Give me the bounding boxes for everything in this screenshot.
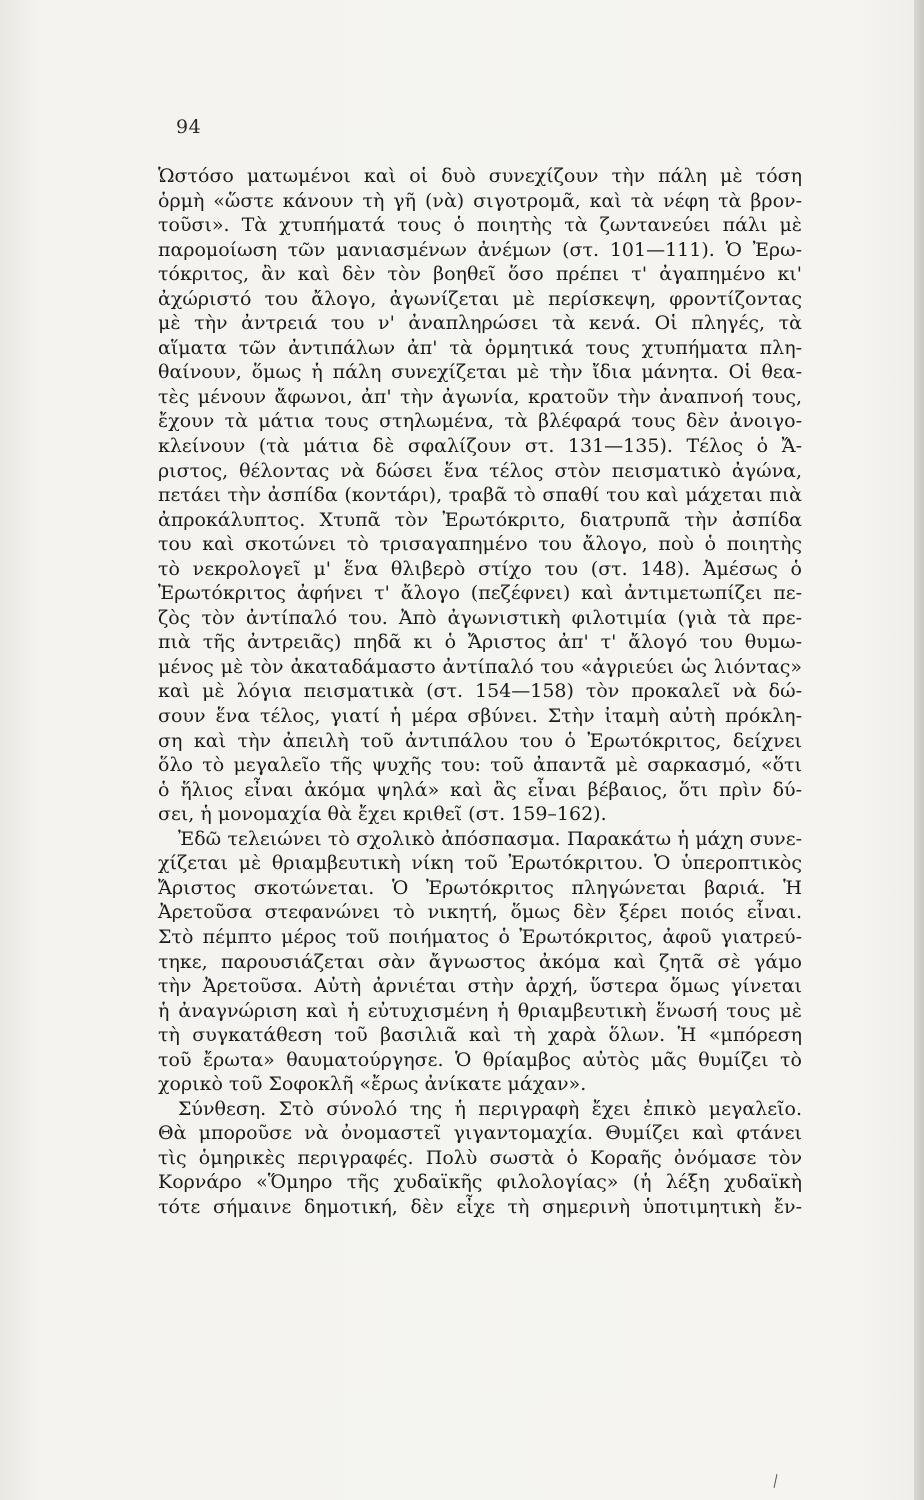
margin-mark: [774, 1474, 778, 1488]
body-text: [158, 164, 802, 1220]
text-line: τοῦ ἔρωτα» θαυματούργησε. Ὁ θρίαμβος αὐτὸς μᾶς θυμίζει τὸ: [158, 1048, 802, 1071]
text-line: ὁρμὴ «ὥστε κάνουν τὴ γῆ (νὰ) σιγοτρομᾶ, καὶ τὰ νέφη τὰ βρον-: [158, 189, 802, 212]
text-line: πιὰ τῆς ἀντρειᾶς) πηδᾶ κι ὁ Ἄριστος ἀπ' τ' ἄλογό του θυμω-: [158, 631, 802, 654]
text-line: τηκε, παρουσιάζεται σὰν ἄγνωστος ἀκόμα καὶ ζητᾶ σὲ γάμο: [158, 950, 802, 973]
text-line: Σύνθεση. Στὸ σύνολό της ἡ περιγραφὴ ἔχει ἐπικὸ μεγαλεῖο.: [178, 1097, 802, 1120]
text-line: τὲς μένουν ἄφωνοι, ἀπ' τὴν ἀγωνία, κρατοῦν τὴν ἀναπνοή τους,: [158, 385, 802, 408]
text-line: αἵματα τῶν ἀντιπάλων ἀπ' τὰ ὁρμητικά τους χτυπήματα πλη-: [158, 336, 802, 359]
text-line: Ἐρωτόκριτος ἀφήνει τ' ἄλογο (πεζέφνει) καὶ ἀντιμετωπίζει πε-: [158, 582, 802, 605]
text-line: Στὸ πέμπτο μέρος τοῦ ποιήματος ὁ Ἐρωτόκριτος, ἀφοῦ γιατρεύ-: [158, 925, 802, 948]
page-number: 94: [176, 116, 202, 138]
text-line: ἔχουν τὰ μάτια τους στηλωμένα, τὰ βλέφαρά τους δὲν ἀνοιγο-: [158, 410, 802, 433]
text-line: τότε σήμαινε δημοτική, δὲν εἶχε τὴ σημερινὴ ὑποτιμητικὴ ἔν-: [158, 1195, 802, 1218]
text-line: ἀχώριστό του ἄλογο, ἀγωνίζεται μὲ περίσκεψη, φροντίζοντας: [158, 287, 802, 310]
text-line: Θὰ μποροῦσε νὰ ὀνομαστεῖ γιγαντομαχία. Θυμίζει καὶ φτάνει: [158, 1122, 802, 1145]
text-line: ὁ ἥλιος εἶναι ἀκόμα ψηλά» καὶ ἂς εἶναι βέβαιος, ὅτι πρὶν δύ-: [158, 778, 802, 801]
text-line: χίζεται μὲ θριαμβευτικὴ νίκη τοῦ Ἐρωτόκριτου. Ὁ ὑπεροπτικὸς: [158, 852, 802, 875]
text-line: μένος μὲ τὸν ἀκαταδάμαστο ἀντίπαλό του «ἀγριεύει ὡς λιόντας»: [158, 655, 802, 678]
text-line: τοῦσι». Τὰ χτυπήματά τους ὁ ποιητὴς τὰ ζωντανεύει πάλι μὲ: [158, 214, 802, 237]
text-line: ὅλο τὸ μεγαλεῖο τῆς ψυχῆς του: τοῦ ἀπαντᾶ μὲ σαρκασμό, «ὅτι: [158, 754, 802, 777]
text-line: ἀπροκάλυπτος. Χτυπᾶ τὸν Ἐρωτόκριτο, διατρυπᾶ τὴν ἀσπίδα: [158, 508, 802, 531]
text-line: του καὶ σκοτώνει τὸ τρισαγαπημένο του ἄλογο, ποὺ ὁ ποιητὴς: [158, 533, 802, 556]
text-line: μὲ τὴν ἀντρειά του ν' ἀναπληρώσει τὰ κενά. Οἱ πληγές, τὰ: [158, 312, 802, 335]
text-line: θαίνουν, ὅμως ἡ πάλη συνεχίζεται μὲ τὴν ἴδια μάνητα. Οἱ θεα-: [158, 361, 802, 384]
text-line: καὶ μὲ λόγια πεισματικὰ (στ. 154—158) τὸν προκαλεῖ νὰ δώ-: [158, 680, 802, 703]
text-line: ζὸς τὸν ἀντίπαλό του. Ἀπὸ ἀγωνιστικὴ φιλοτιμία (γιὰ τὰ πρε-: [158, 606, 802, 629]
text-line: παρομοίωση τῶν μανιασμένων ἀνέμων (στ. 101—111). Ὁ Ἐρω-: [158, 238, 802, 261]
text-line: ριστος, θέλοντας νὰ δώσει ἕνα τέλος στὸν πεισματικὸ ἀγώνα,: [158, 459, 802, 482]
text-line: Ὡστόσο ματωμένοι καὶ οἱ δυὸ συνεχίζουν τὴν πάλη μὲ τόση: [158, 165, 802, 187]
text-line: Κορνάρο «Ὅμηρο τῆς χυδαϊκῆς φιλολογίας» (ἡ λέξη χυδαϊκὴ: [158, 1171, 802, 1194]
text-line: Ἄριστος σκοτώνεται. Ὁ Ἐρωτόκριτος πληγώνεται βαριά. Ἡ: [158, 876, 802, 899]
text-line: Ἀρετοῦσα στεφανώνει τὸ νικητή, ὅμως δὲν ξέρει ποιός εἶναι.: [158, 901, 802, 924]
text-line: σουν ἕνα τέλος, γιατί ἡ μέρα σβύνει. Στὴν ἰταμὴ αὐτὴ πρόκλη-: [158, 705, 802, 728]
text-line: χορικὸ τοῦ Σοφοκλῆ «ἔρως ἀνίκατε μάχαν».: [158, 1073, 587, 1096]
text-line: πετάει τὴν ἀσπίδα (κοντάρι), τραβᾶ τὸ σπαθί του καὶ μάχεται πιὰ: [158, 484, 802, 507]
text-line: τὸ νεκρολογεῖ μ' ἕνα θλιβερὸ στίχο του (στ. 148). Ἀμέσως ὁ: [158, 557, 802, 580]
text-line: σει, ἡ μονομαχία θὰ ἔχει κριθεῖ (στ. 159–162).: [158, 803, 607, 826]
text-line: ἡ ἀναγνώριση καὶ ἡ εὐτυχισμένη ἡ θριαμβευτικὴ ἕνωσή τους μὲ: [158, 999, 802, 1022]
text-line: κλείνουν (τὰ μάτια δὲ σφαλίζουν στ. 131—135). Τέλος ὁ Ἄ-: [158, 435, 802, 458]
text-line: τὴ συγκατάθεση τοῦ βασιλιᾶ καὶ τὴ χαρὰ ὅλων. Ἡ «μπόρεση: [158, 1024, 802, 1047]
text-line: τὴν Ἀρετοῦσα. Αὐτὴ ἀρνιέται στὴν ἀρχή, ὕστερα ὅμως γίνεται: [158, 975, 802, 998]
text-line: τόκριτος, ἂν καὶ δὲν τὸν βοηθεῖ ὅσο πρέπει τ' ἀγαπημένο κι': [158, 263, 802, 286]
page-edge: [914, 0, 924, 1500]
text-line: τὶς ὁμηρικὲς περιγραφές. Πολὺ σωστὰ ὁ Κοραῆς ὀνόμασε τὸν: [158, 1146, 802, 1169]
text-line: Ἐδῶ τελειώνει τὸ σχολικὸ ἀπόσπασμα. Παρακάτω ἡ μάχη συνε-: [178, 827, 802, 850]
text-line: ση καὶ τὴν ἀπειλὴ τοῦ ἀντιπάλου του ὁ Ἐρωτόκριτος, δείχνει: [158, 729, 802, 752]
